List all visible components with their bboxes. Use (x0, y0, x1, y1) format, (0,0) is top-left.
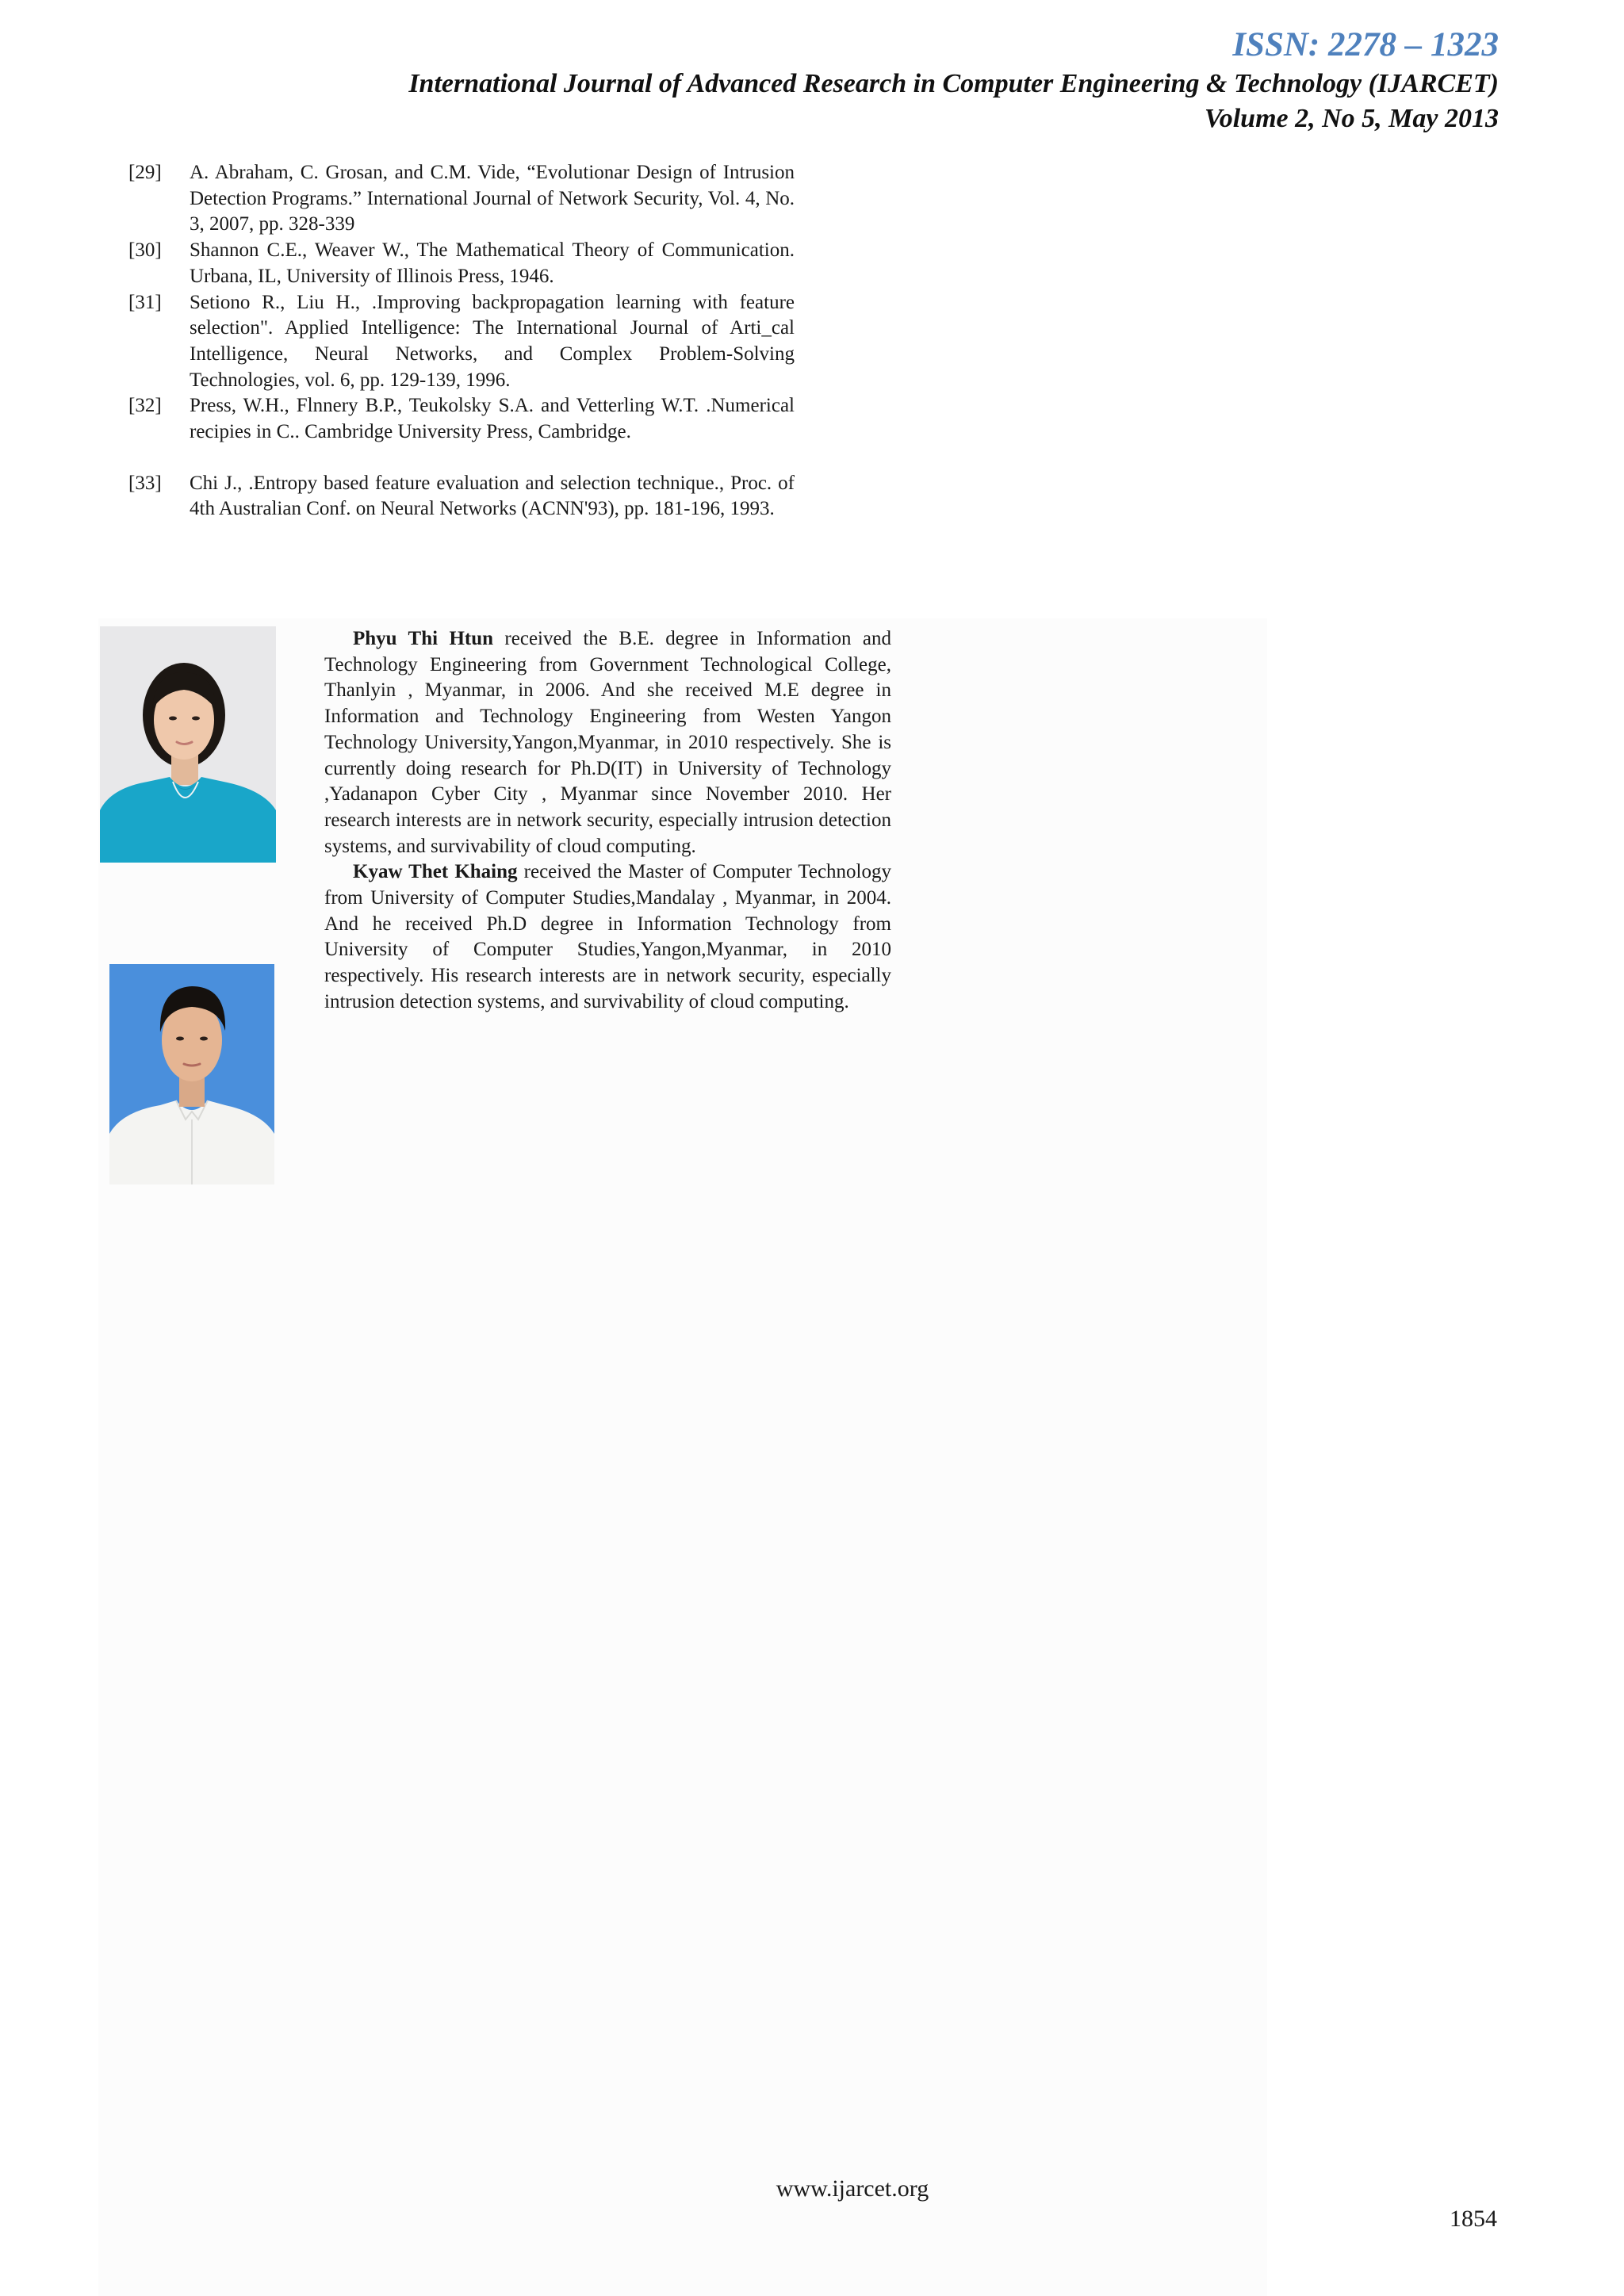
biography-text (324, 626, 891, 1016)
reference-number: [33] (128, 472, 162, 494)
reference-item (128, 238, 795, 289)
biography-paragraph (324, 626, 891, 859)
reference-item (128, 393, 795, 445)
journal-title: International Journal of Advanced Research in Computer Engineering & Technology (IJARCET) (408, 69, 1499, 98)
reference-item (128, 471, 795, 522)
issn-label: ISSN: 2278 – 1323 (1232, 26, 1499, 63)
biography-body: received the B.E. degree in Information and Technology Engineering from Government Technological College, Thanlyin , Myanmar, in 2006. And she received M.E degree in Information and Technology Engineering from Westen Yangon Technology University,Yangon,Myanmar, in 2010 respectively. She is currently doing research for Ph.D(IT) in University of Technology ,Yadanapon Cyber City , Myanmar since November 2010. Her research interests are in network security, especially intrusion detection systems, and survivability of cloud computing. (324, 628, 891, 857)
author-name: Phyu Thi Htun (353, 628, 494, 649)
reference-text: Setiono R., Liu H., .Improving backpropagation learning with feature selection". Applied Intelligence: The International Journal of Arti_cal Intelligence, Neural Networks, and Complex Problem-Solving Technologies, vol. 6, pp. 129-139, 1996. (190, 291, 795, 391)
author-photo-phyu-thi-htun (100, 626, 276, 863)
footer-website: www.ijarcet.org (776, 2175, 929, 2202)
references-list (128, 160, 795, 522)
reference-text: A. Abraham, C. Grosan, and C.M. Vide, “Evolutionar Design of Intrusion Detection Programs.” International Journal of Network Security, Vol. 4, No. 3, 2007, pp. 328-339 (190, 162, 795, 235)
reference-number: [32] (128, 395, 162, 417)
reference-number: [31] (128, 291, 162, 313)
journal-header (408, 24, 1499, 136)
reference-text: Chi J., .Entropy based feature evaluation and selection technique., Proc. of 4th Australian Conf. on Neural Networks (ACNN'93), pp. 181-196, 1993. (190, 472, 795, 520)
reference-text: Press, W.H., Flnnery B.P., Teukolsky S.A. and Vetterling W.T. .Numerical recipies in C.. Cambridge University Press, Cambridge. (190, 395, 795, 443)
reference-item (128, 290, 795, 394)
reference-item (128, 160, 795, 238)
reference-number: [30] (128, 239, 162, 262)
biography-paragraph (324, 859, 891, 1015)
page-number: 1854 (1450, 2206, 1497, 2232)
author-biographies (98, 618, 891, 1215)
reference-number: [29] (128, 162, 162, 183)
volume-label: Volume 2, No 5, May 2013 (1204, 104, 1499, 133)
biography-body: received the Master of Computer Technology from University of Computer Studies,Mandalay , Myanmar, in 2004. And he received Ph.D degree in Information Technology from University of Computer Studies,Yangon,Myanmar, in 2010 respectively. His research interests are in network security, especially intrusion detection systems, and survivability of cloud computing. (324, 861, 891, 1012)
author-name: Kyaw Thet Khaing (353, 861, 518, 883)
author-photo-kyaw-thet-khaing (109, 964, 274, 1184)
reference-text: Shannon C.E., Weaver W., The Mathematical Theory of Communication. Urbana, IL, University of Illinois Press, 1946. (190, 239, 795, 287)
